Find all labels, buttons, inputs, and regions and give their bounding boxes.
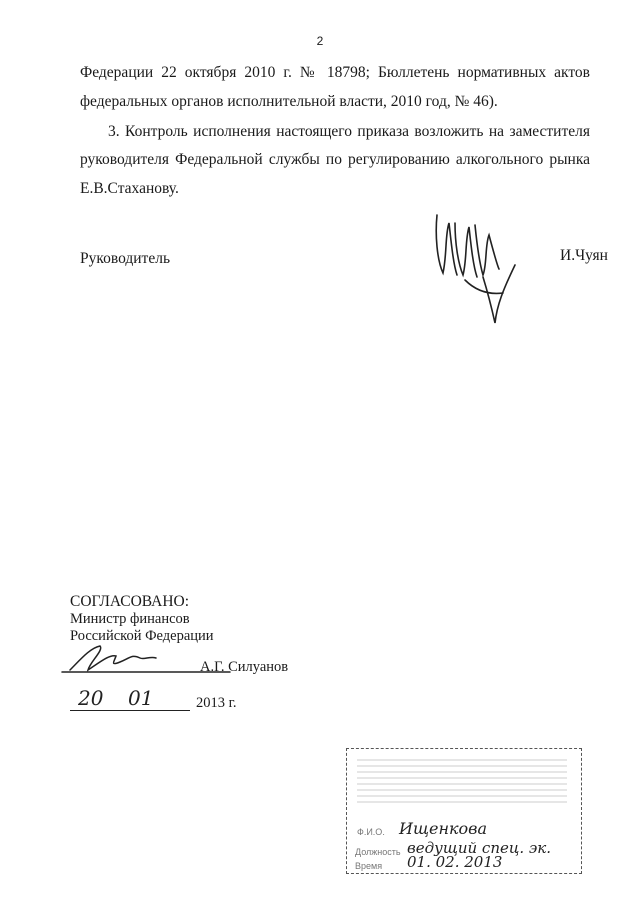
body-line-2: федеральных органов исполнительной власти, 2010 год, № 46). — [80, 93, 498, 110]
head-title: Руководитель — [80, 250, 171, 267]
head-signature-image — [425, 205, 535, 330]
body-line-1: Федерации 22 октября 2010 г. № 18798; Бюллетень нормативных актов — [80, 64, 590, 81]
head-name: И.Чуян — [560, 247, 608, 264]
body-line-3: 3. Контроль исполнения настоящего приказа возложить на заместителя — [108, 123, 590, 140]
stamp-value-1: Ищенкова — [399, 819, 488, 838]
stamp-value-3: 01. 02. 2013 — [407, 853, 503, 871]
approval-date-year: 2013 г. — [196, 695, 237, 711]
stamp-value-2: ведущий спец. эк. — [407, 839, 551, 857]
approval-name: А.Г. Силуанов — [200, 659, 289, 675]
registration-stamp — [346, 748, 582, 874]
approval-date-day: 20 — [78, 686, 104, 710]
approval-position-1: Министр финансов — [70, 611, 190, 627]
stamp-label-3: Время — [355, 861, 383, 871]
stamp-faded-header — [357, 757, 567, 807]
page-number: 2 — [316, 34, 324, 48]
approval-position-2: Российской Федерации — [70, 628, 214, 644]
date-month-underline — [108, 710, 190, 711]
body-line-5: Е.В.Стаханову. — [80, 180, 179, 197]
stamp-label-2: Должность — [355, 847, 401, 857]
approval-heading: СОГЛАСОВАНО: — [70, 593, 190, 610]
stamp-label-1: Ф.И.О. — [357, 827, 385, 837]
body-line-4: руководителя Федеральной службы по регулированию алкогольного рынка — [80, 151, 590, 168]
approval-date-month: 01 — [128, 686, 154, 710]
